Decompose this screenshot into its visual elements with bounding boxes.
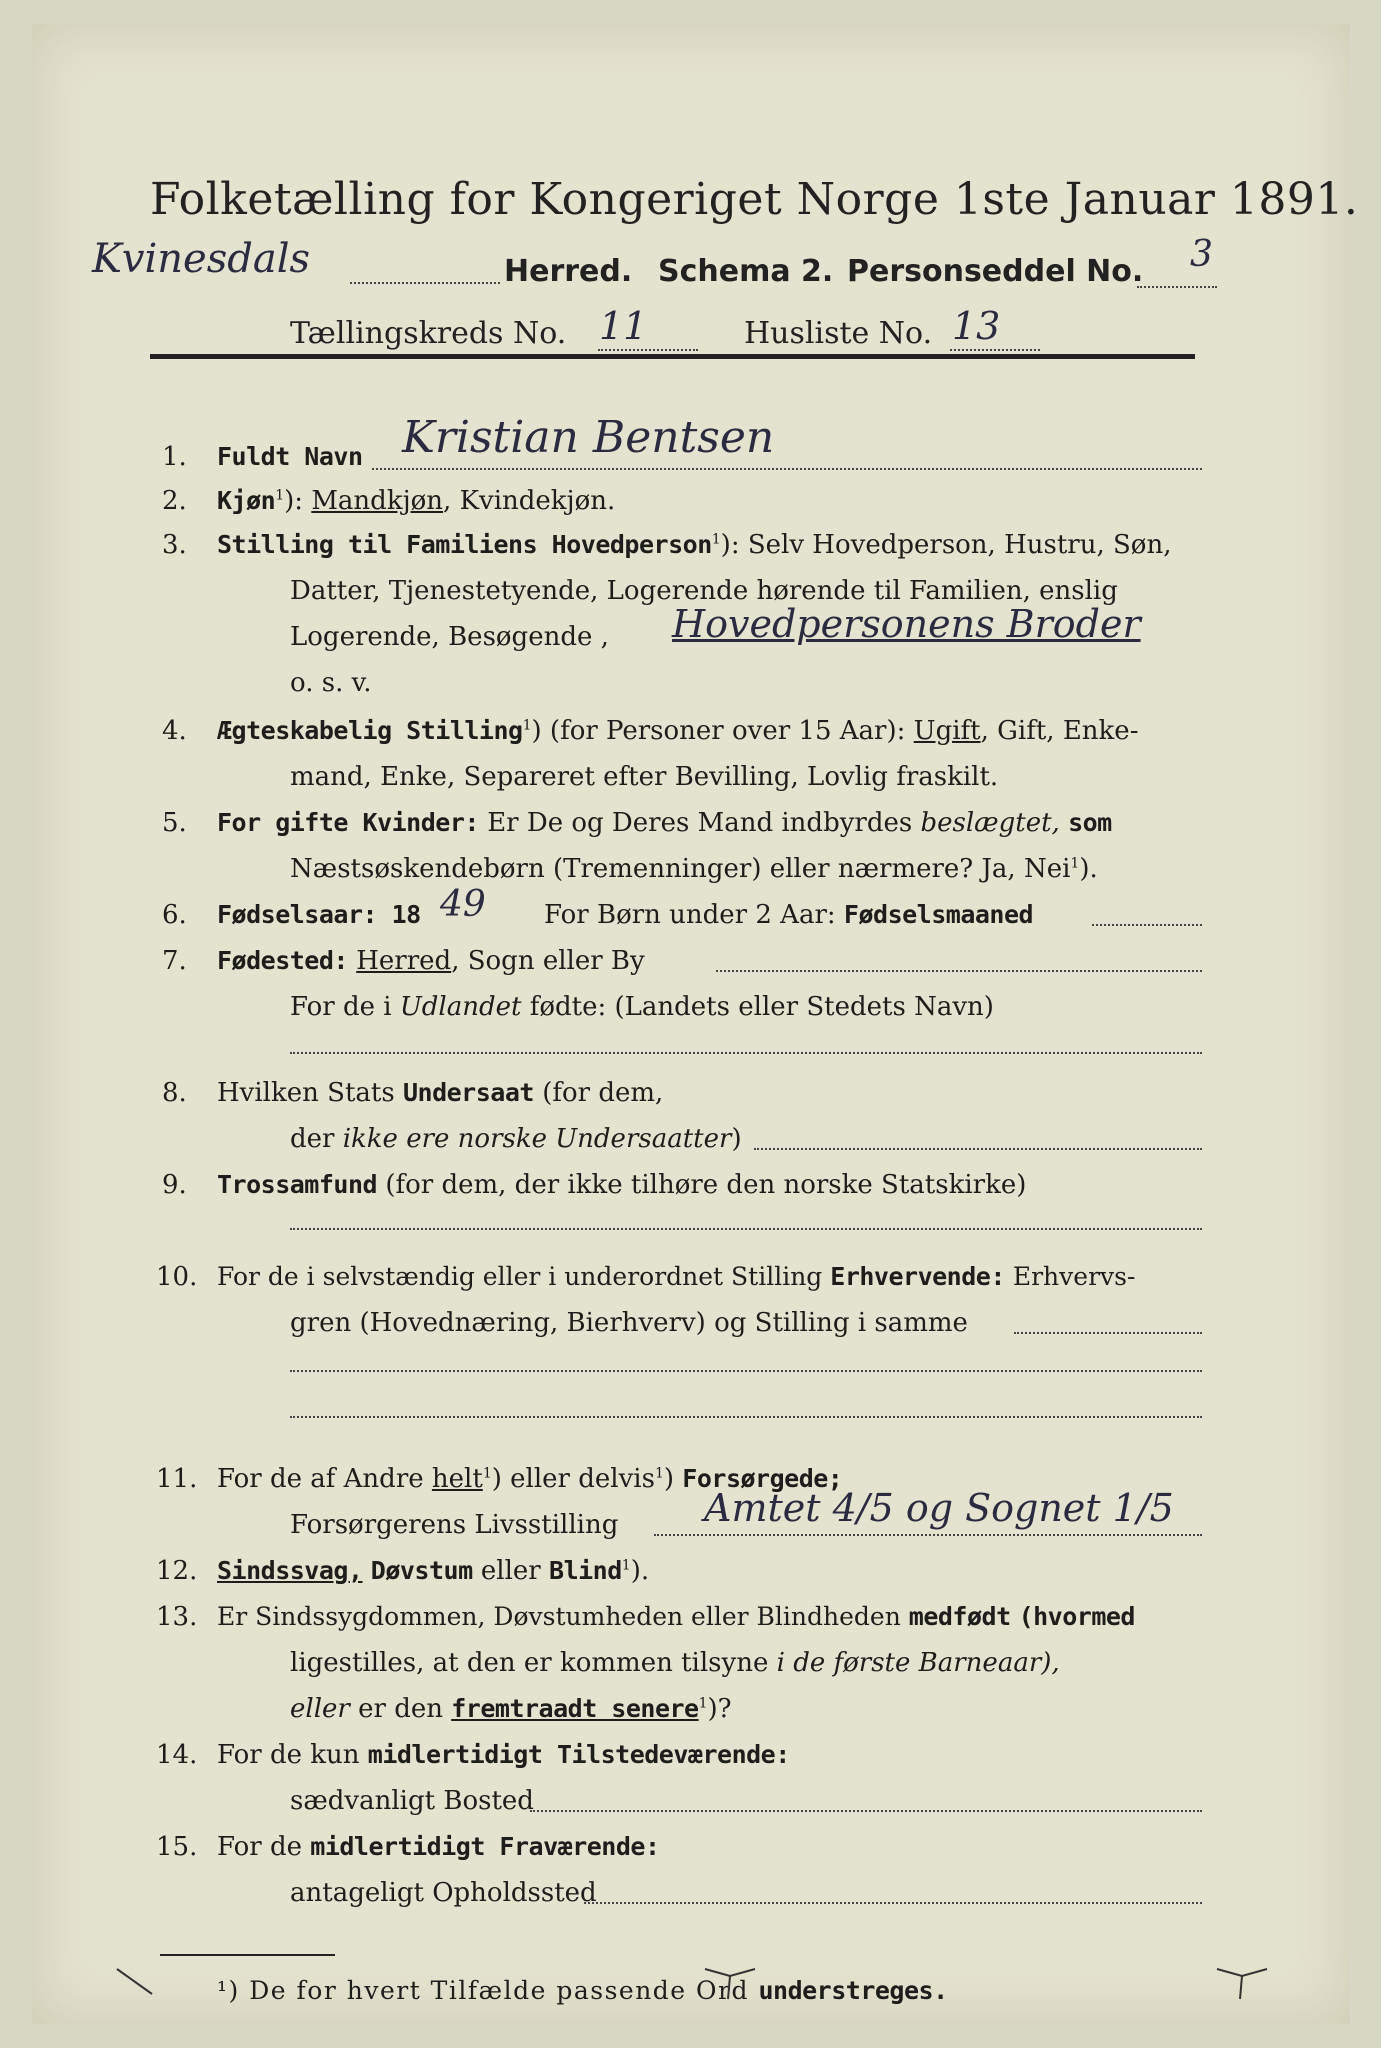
q11-line2: Forsørgerens Livsstilling: [290, 1510, 619, 1540]
q7-number: 7.: [162, 946, 187, 976]
personseddel-label: Personseddel No.: [847, 254, 1144, 289]
husliste-label: Husliste No.: [744, 316, 933, 351]
q11-answer: Amtet 4/5 og Sognet 1/5: [704, 1486, 1174, 1530]
q13-line1: Er Sindssygdommen, Døvstumheden eller Blindheden medfødt (hvormed: [217, 1602, 1135, 1631]
q1-line: [372, 468, 1202, 470]
q6-rest: For Børn under 2 Aar: Fødselsmaaned: [544, 900, 1034, 930]
q9-line: [290, 1228, 1202, 1230]
q4-line1: Ægteskabelig Stilling$^1$) (for Personer over 15 Aar): Ugift, Gift, Enke-: [217, 716, 1139, 746]
q14-line: [530, 1810, 1202, 1812]
husliste-no: 13: [952, 304, 1001, 348]
q2-text: Kjøn$^1$): Mandkjøn, Kvindekjøn.: [217, 486, 616, 516]
q2-number: 2.: [162, 486, 187, 516]
q15-number: 15.: [156, 1832, 198, 1862]
herred-dots: [350, 282, 500, 284]
q3-line1: Stilling til Familiens Hovedperson$^1$): Selv Hovedperson, Hustru, Søn,: [217, 530, 1172, 560]
q11-line1: For de af Andre helt$^1$) eller delvis$^1$) Forsørgede;: [217, 1464, 843, 1494]
q15-line1: For de midlertidigt Fraværende:: [217, 1832, 660, 1862]
q9-line1: Trossamfund (for dem, der ikke tilhøre den norske Statskirke): [217, 1170, 1027, 1200]
q10-number: 10.: [156, 1262, 198, 1292]
q13-number: 13.: [156, 1602, 198, 1632]
corner-mark-right: [1212, 1964, 1272, 2004]
schema-label: Schema 2.: [658, 254, 834, 289]
taellingskreds-label: Tællingskreds No.: [290, 316, 567, 351]
q14-line1: For de kun midlertidigt Tilstedeværende:: [217, 1740, 790, 1770]
personseddel-no: 3: [1190, 234, 1213, 275]
q8-number: 8.: [162, 1078, 187, 1108]
q7-line: [716, 970, 1202, 972]
corner-mark-center: [700, 1964, 760, 2004]
herred-name: Kvinesdals: [92, 236, 311, 282]
q5-line2: Næstsøskendebørn (Tremenninger) eller nærmere? Ja, Nei$^1$).: [290, 854, 1098, 884]
q15-line: [584, 1902, 1202, 1904]
personseddel-dots: [1137, 286, 1217, 288]
corner-mark-left: [112, 1964, 172, 2004]
q10-line2: gren (Hovednæring, Bierhverv) og Stilling i samme: [290, 1308, 968, 1338]
q1-answer: Kristian Bentsen: [402, 412, 775, 463]
q1-number: 1.: [162, 442, 187, 472]
q10-line1: For de i selvstændig eller i underordnet Stilling Erhvervende: Erhvervs-: [217, 1262, 1136, 1291]
q7-line1: Fødested: Herred, Sogn eller By: [217, 946, 645, 976]
q3-line3: Logerende, Besøgende ,: [290, 622, 609, 652]
q4-line2: mand, Enke, Separeret efter Bevilling, Lovlig fraskilt.: [290, 762, 999, 792]
q6-number: 6.: [162, 900, 187, 930]
q1-label: Fuldt Navn: [217, 442, 363, 471]
header-rule: [150, 354, 1195, 359]
q6-label: Fødselsaar: 18: [217, 900, 421, 929]
q4-number: 4.: [162, 716, 187, 746]
q3-line2: Datter, Tjenestetyende, Logerende hørende til Familien, enslig: [290, 576, 1118, 606]
q9-number: 9.: [162, 1170, 187, 1200]
q3-line4: o. s. v.: [290, 668, 372, 698]
q10-line2-blank: [290, 1370, 1202, 1372]
q7-line2: For de i Udlandet fødte: (Landets eller Stedets Navn): [290, 992, 994, 1022]
q15-line2: antageligt Opholdssted: [290, 1878, 597, 1908]
form-title: Folketælling for Kongeriget Norge 1ste Januar 1891.: [150, 174, 1359, 225]
q12-line1: Sindssvag, Døvstum eller Blind$^1$).: [217, 1556, 650, 1586]
q12-number: 12.: [156, 1556, 198, 1586]
q7-line3: [290, 1052, 1202, 1054]
q8-line2: der ikke ere norske Undersaatter): [290, 1124, 742, 1154]
q10-line3-blank: [290, 1416, 1202, 1418]
footnote-rule: [160, 1954, 335, 1956]
q6-answer: 49: [440, 884, 486, 925]
q5-number: 5.: [162, 808, 187, 838]
q14-line2: sædvanligt Bosted: [290, 1786, 534, 1816]
q11-line: [654, 1534, 1202, 1536]
q8-line: [754, 1148, 1202, 1150]
q3-answer: Hovedpersonens Broder: [672, 602, 1141, 646]
census-form: [32, 24, 1359, 2024]
q13-line2: ligestilles, at den er kommen tilsyne i de første Barneaar),: [290, 1648, 1060, 1678]
taellingskreds-no: 11: [599, 304, 648, 348]
q8-line1: Hvilken Stats Undersaat (for dem,: [217, 1078, 664, 1108]
husliste-dots: [950, 349, 1040, 351]
q13-line3: eller er den fremtraadt senere$^1$)?: [290, 1694, 732, 1724]
q10-line: [1014, 1332, 1202, 1334]
q3-number: 3.: [162, 530, 187, 560]
q14-number: 14.: [156, 1740, 198, 1770]
q6-line: [1092, 924, 1202, 926]
footnote: ¹) De for hvert Tilfælde passende Ord understreges.: [217, 1976, 948, 2005]
q11-number: 11.: [156, 1464, 198, 1494]
q5-line1: For gifte Kvinder: Er De og Deres Mand indbyrdes beslægtet, som: [217, 808, 1112, 838]
taellingskreds-dots: [598, 349, 698, 351]
herred-label: Herred.: [504, 254, 633, 289]
